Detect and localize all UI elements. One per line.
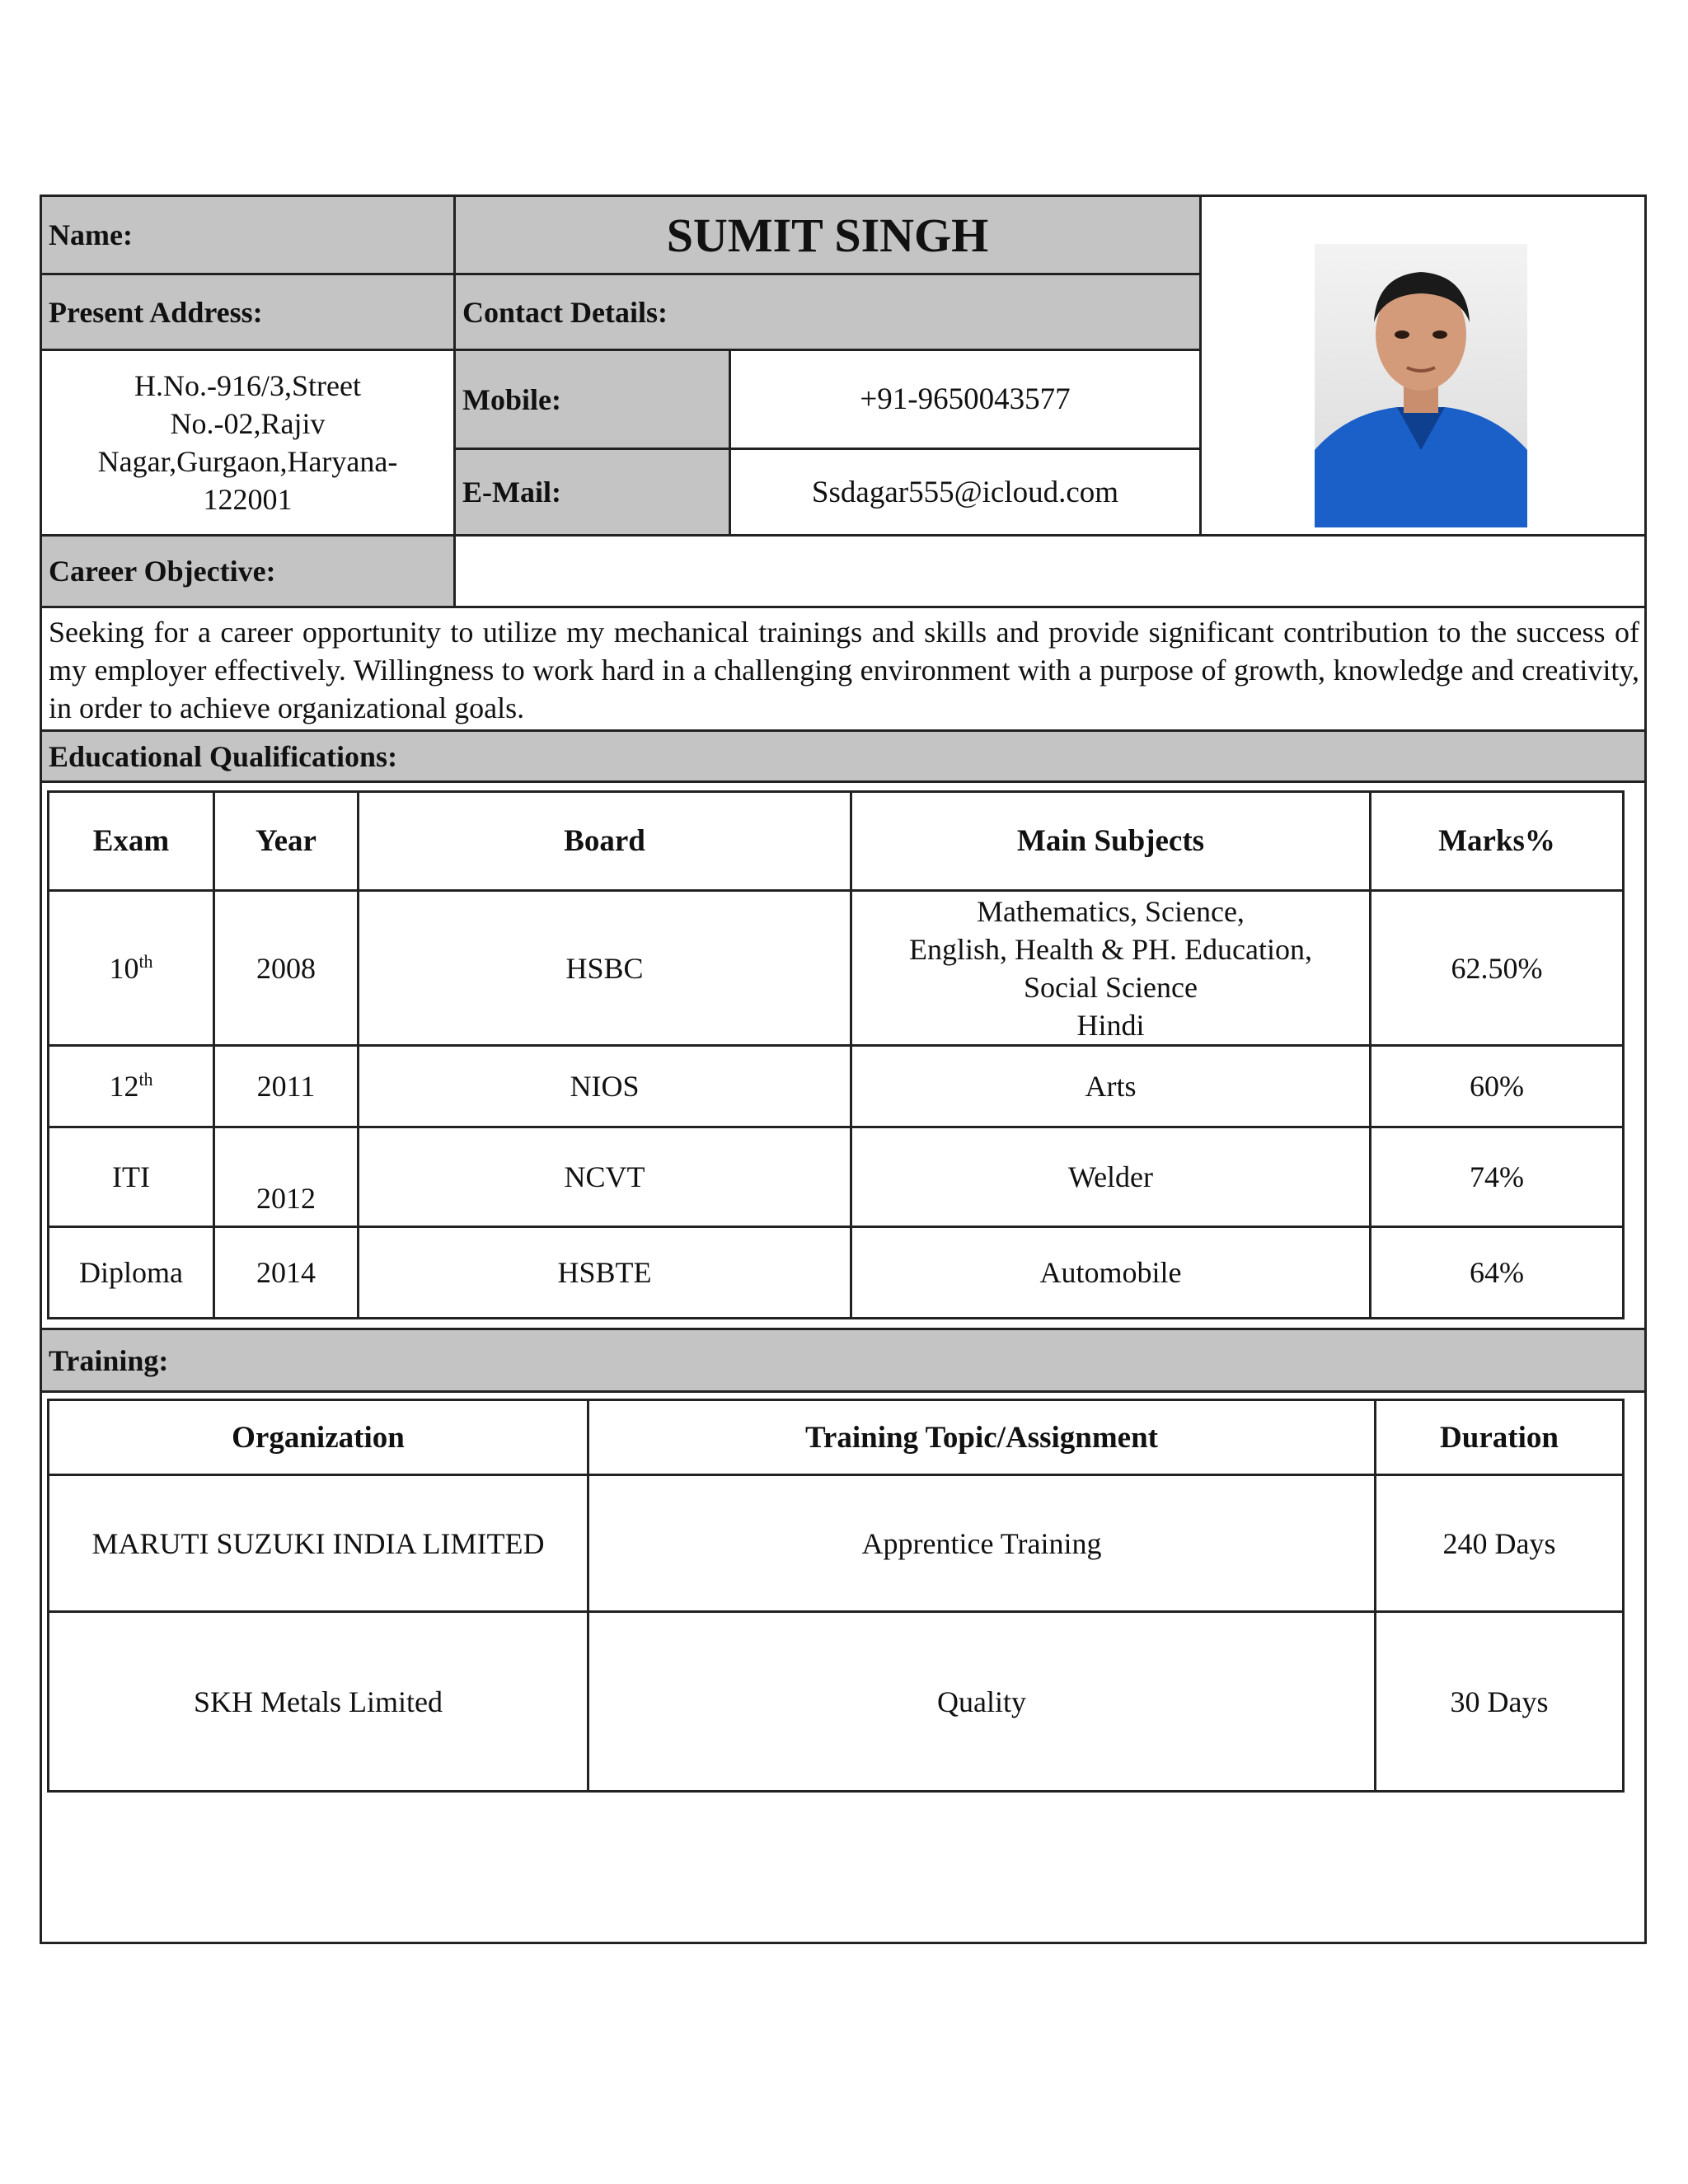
marks-cell: 64% — [1371, 1227, 1624, 1319]
present-address: H.No.-916/3,Street No.-02,Rajiv Nagar,Gurgaon,Haryana-122001 — [42, 351, 456, 537]
col-exam: Exam — [49, 792, 214, 891]
exam-cell: 12th — [49, 1046, 214, 1127]
board-cell: NIOS — [359, 1046, 851, 1127]
subjects-cell: Welder — [851, 1127, 1371, 1227]
duration-cell: 240 Days — [1376, 1475, 1624, 1612]
email-label: E-Mail: — [456, 450, 731, 537]
subjects-cell: Arts — [851, 1046, 1371, 1127]
career-objective-text: Seeking for a career opportunity to utilize my mechanical trainings and skills and provide significant contribution to the success of my employer effectively. Willingness to work hard in a challenging environment with a purpose of growth, knowledge and creativity, in order to achieve organizational goals. — [42, 608, 1644, 732]
career-objective-label: Career Objective: — [42, 537, 456, 608]
subjects-cell: Automobile — [851, 1227, 1371, 1319]
exam-cell: 10th — [49, 891, 214, 1046]
marks-cell: 74% — [1371, 1127, 1624, 1227]
mobile-number: +91-9650043577 — [731, 351, 1202, 450]
education-label: Educational Qualifications: — [42, 732, 1644, 783]
contact-details-label: Contact Details: — [456, 275, 1202, 351]
mobile-label: Mobile: — [456, 351, 731, 450]
col-marks: Marks% — [1371, 792, 1624, 891]
board-cell: HSBC — [359, 891, 851, 1046]
year-cell: 2012 — [214, 1127, 359, 1227]
board-cell: HSBTE — [359, 1227, 851, 1319]
organization-cell: SKH Metals Limited — [49, 1612, 588, 1792]
training-table — [47, 1399, 1625, 1793]
marks-cell: 62.50% — [1371, 891, 1624, 1046]
organization-cell: MARUTI SUZUKI INDIA LIMITED — [49, 1475, 588, 1612]
education-row — [49, 891, 1624, 1046]
education-row — [49, 1127, 1624, 1227]
topic-cell: Quality — [588, 1612, 1376, 1792]
year-cell: 2011 — [214, 1046, 359, 1127]
exam-cell: ITI — [49, 1127, 214, 1227]
training-header-row — [49, 1400, 1624, 1475]
training-row — [49, 1612, 1624, 1792]
exam-cell: Diploma — [49, 1227, 214, 1319]
email-address: Ssdagar555@icloud.com — [731, 450, 1202, 537]
photo-cell — [1202, 197, 1644, 537]
col-organization: Organization — [49, 1400, 588, 1475]
year-cell: 2014 — [214, 1227, 359, 1319]
board-cell: NCVT — [359, 1127, 851, 1227]
col-duration: Duration — [1376, 1400, 1624, 1475]
year-cell: 2008 — [214, 891, 359, 1046]
duration-cell: 30 Days — [1376, 1612, 1624, 1792]
career-objective-blank — [456, 537, 1644, 608]
profile-photo — [1315, 244, 1527, 527]
col-main-subjects: Main Subjects — [851, 792, 1371, 891]
topic-cell: Apprentice Training — [588, 1475, 1376, 1612]
education-table — [47, 790, 1625, 1319]
col-year: Year — [214, 792, 359, 891]
present-address-label: Present Address: — [42, 275, 456, 351]
col-training-topic: Training Topic/Assignment — [588, 1400, 1376, 1475]
candidate-name: SUMIT SINGH — [456, 197, 1202, 275]
profile-photo-image — [1315, 244, 1527, 527]
subjects-cell: Mathematics, Science, English, Health & PH. Education, Social Science Hindi — [851, 891, 1371, 1046]
col-board: Board — [359, 792, 851, 891]
training-row — [49, 1475, 1624, 1612]
education-row — [49, 1227, 1624, 1319]
education-row — [49, 1046, 1624, 1127]
name-label: Name: — [42, 197, 456, 275]
marks-cell: 60% — [1371, 1046, 1624, 1127]
training-label: Training: — [42, 1328, 1644, 1393]
resume-frame — [40, 194, 1647, 1944]
education-header-row — [49, 792, 1624, 891]
